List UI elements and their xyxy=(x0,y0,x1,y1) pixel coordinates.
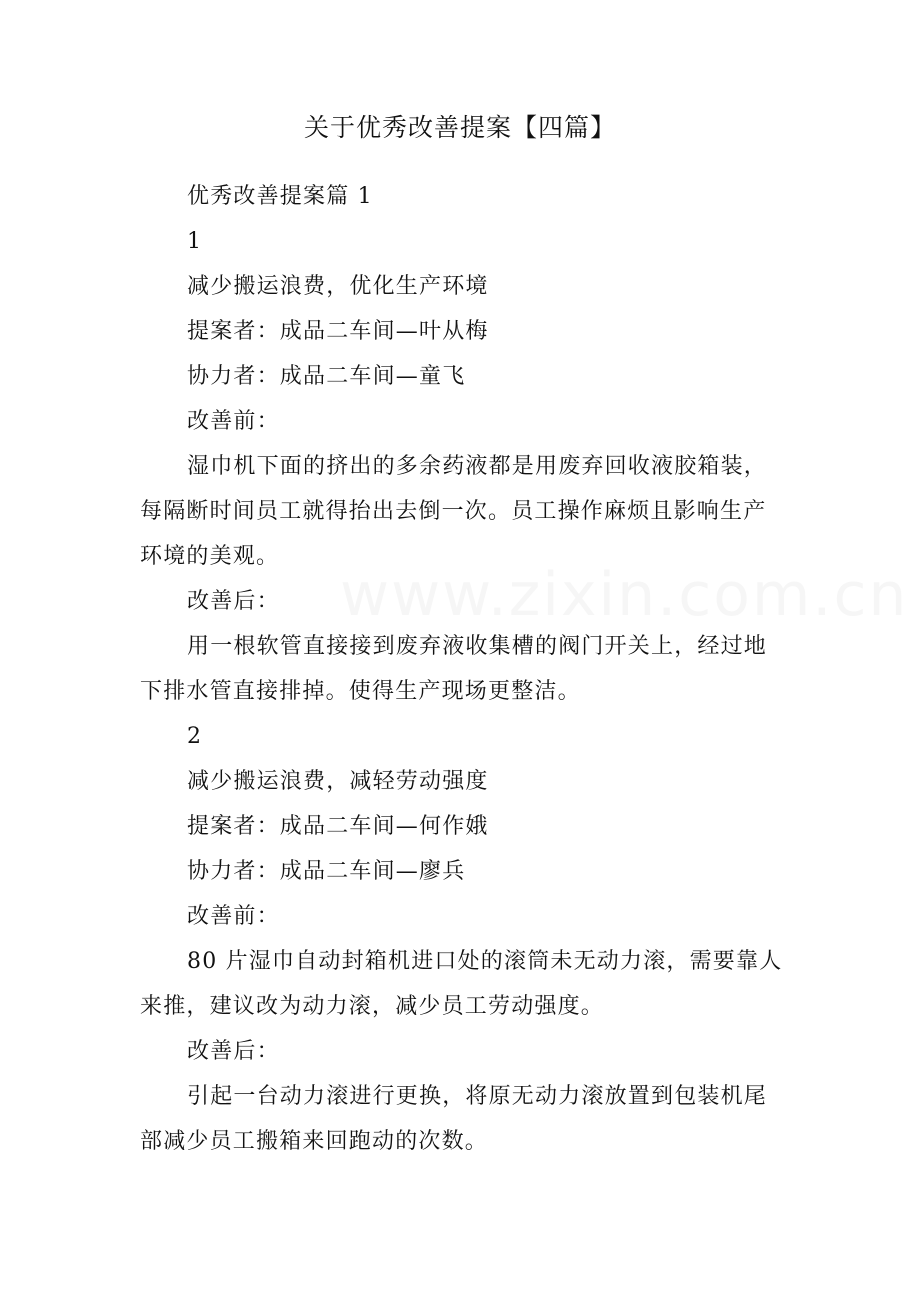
section-heading: 优秀改善提案篇 1 xyxy=(187,184,373,209)
proposal-title: 减少搬运浪费，优化生产环境 xyxy=(187,274,489,299)
item-number: 2 xyxy=(187,724,203,749)
watermark: www.zixin.com.cn xyxy=(340,560,909,630)
after-label: 改善后： xyxy=(187,589,280,614)
after-label: 改善后： xyxy=(187,1039,280,1064)
proposer: 提案者：成品二车间—叶从梅 xyxy=(187,319,489,344)
collaborator: 协力者：成品二车间—廖兵 xyxy=(187,859,466,884)
before-text: 湿巾机下面的挤出的多余药液都是用废弃回收液胶箱装，每隔断时间员工就得抬出去倒一次。员工操作麻烦且影响生产环境的美观。 xyxy=(140,454,768,569)
before-label: 改善前： xyxy=(187,904,280,929)
document-body xyxy=(140,174,785,1164)
after-text: 用一根软管直接接到废弃液收集槽的阀门开关上，经过地下排水管直接排掉。使得生产现场更整洁。 xyxy=(140,634,768,704)
collaborator: 协力者：成品二车间—童飞 xyxy=(187,364,466,389)
item-number: 1 xyxy=(187,229,203,254)
before-label: 改善前： xyxy=(187,409,280,434)
proposer: 提案者：成品二车间—何作娥 xyxy=(187,814,489,839)
proposal-title: 减少搬运浪费，减轻劳动强度 xyxy=(187,769,489,794)
document-title: 关于优秀改善提案【四篇】 xyxy=(303,113,616,142)
after-text: 引起一台动力滚进行更换，将原无动力滚放置到包装机尾部减少员工搬箱来回跑动的次数。 xyxy=(140,1084,768,1154)
before-text: 80 片湿巾自动封箱机进口处的滚筒未无动力滚，需要靠人来推，建议改为动力滚，减少员工劳动强度。 xyxy=(140,949,783,1019)
